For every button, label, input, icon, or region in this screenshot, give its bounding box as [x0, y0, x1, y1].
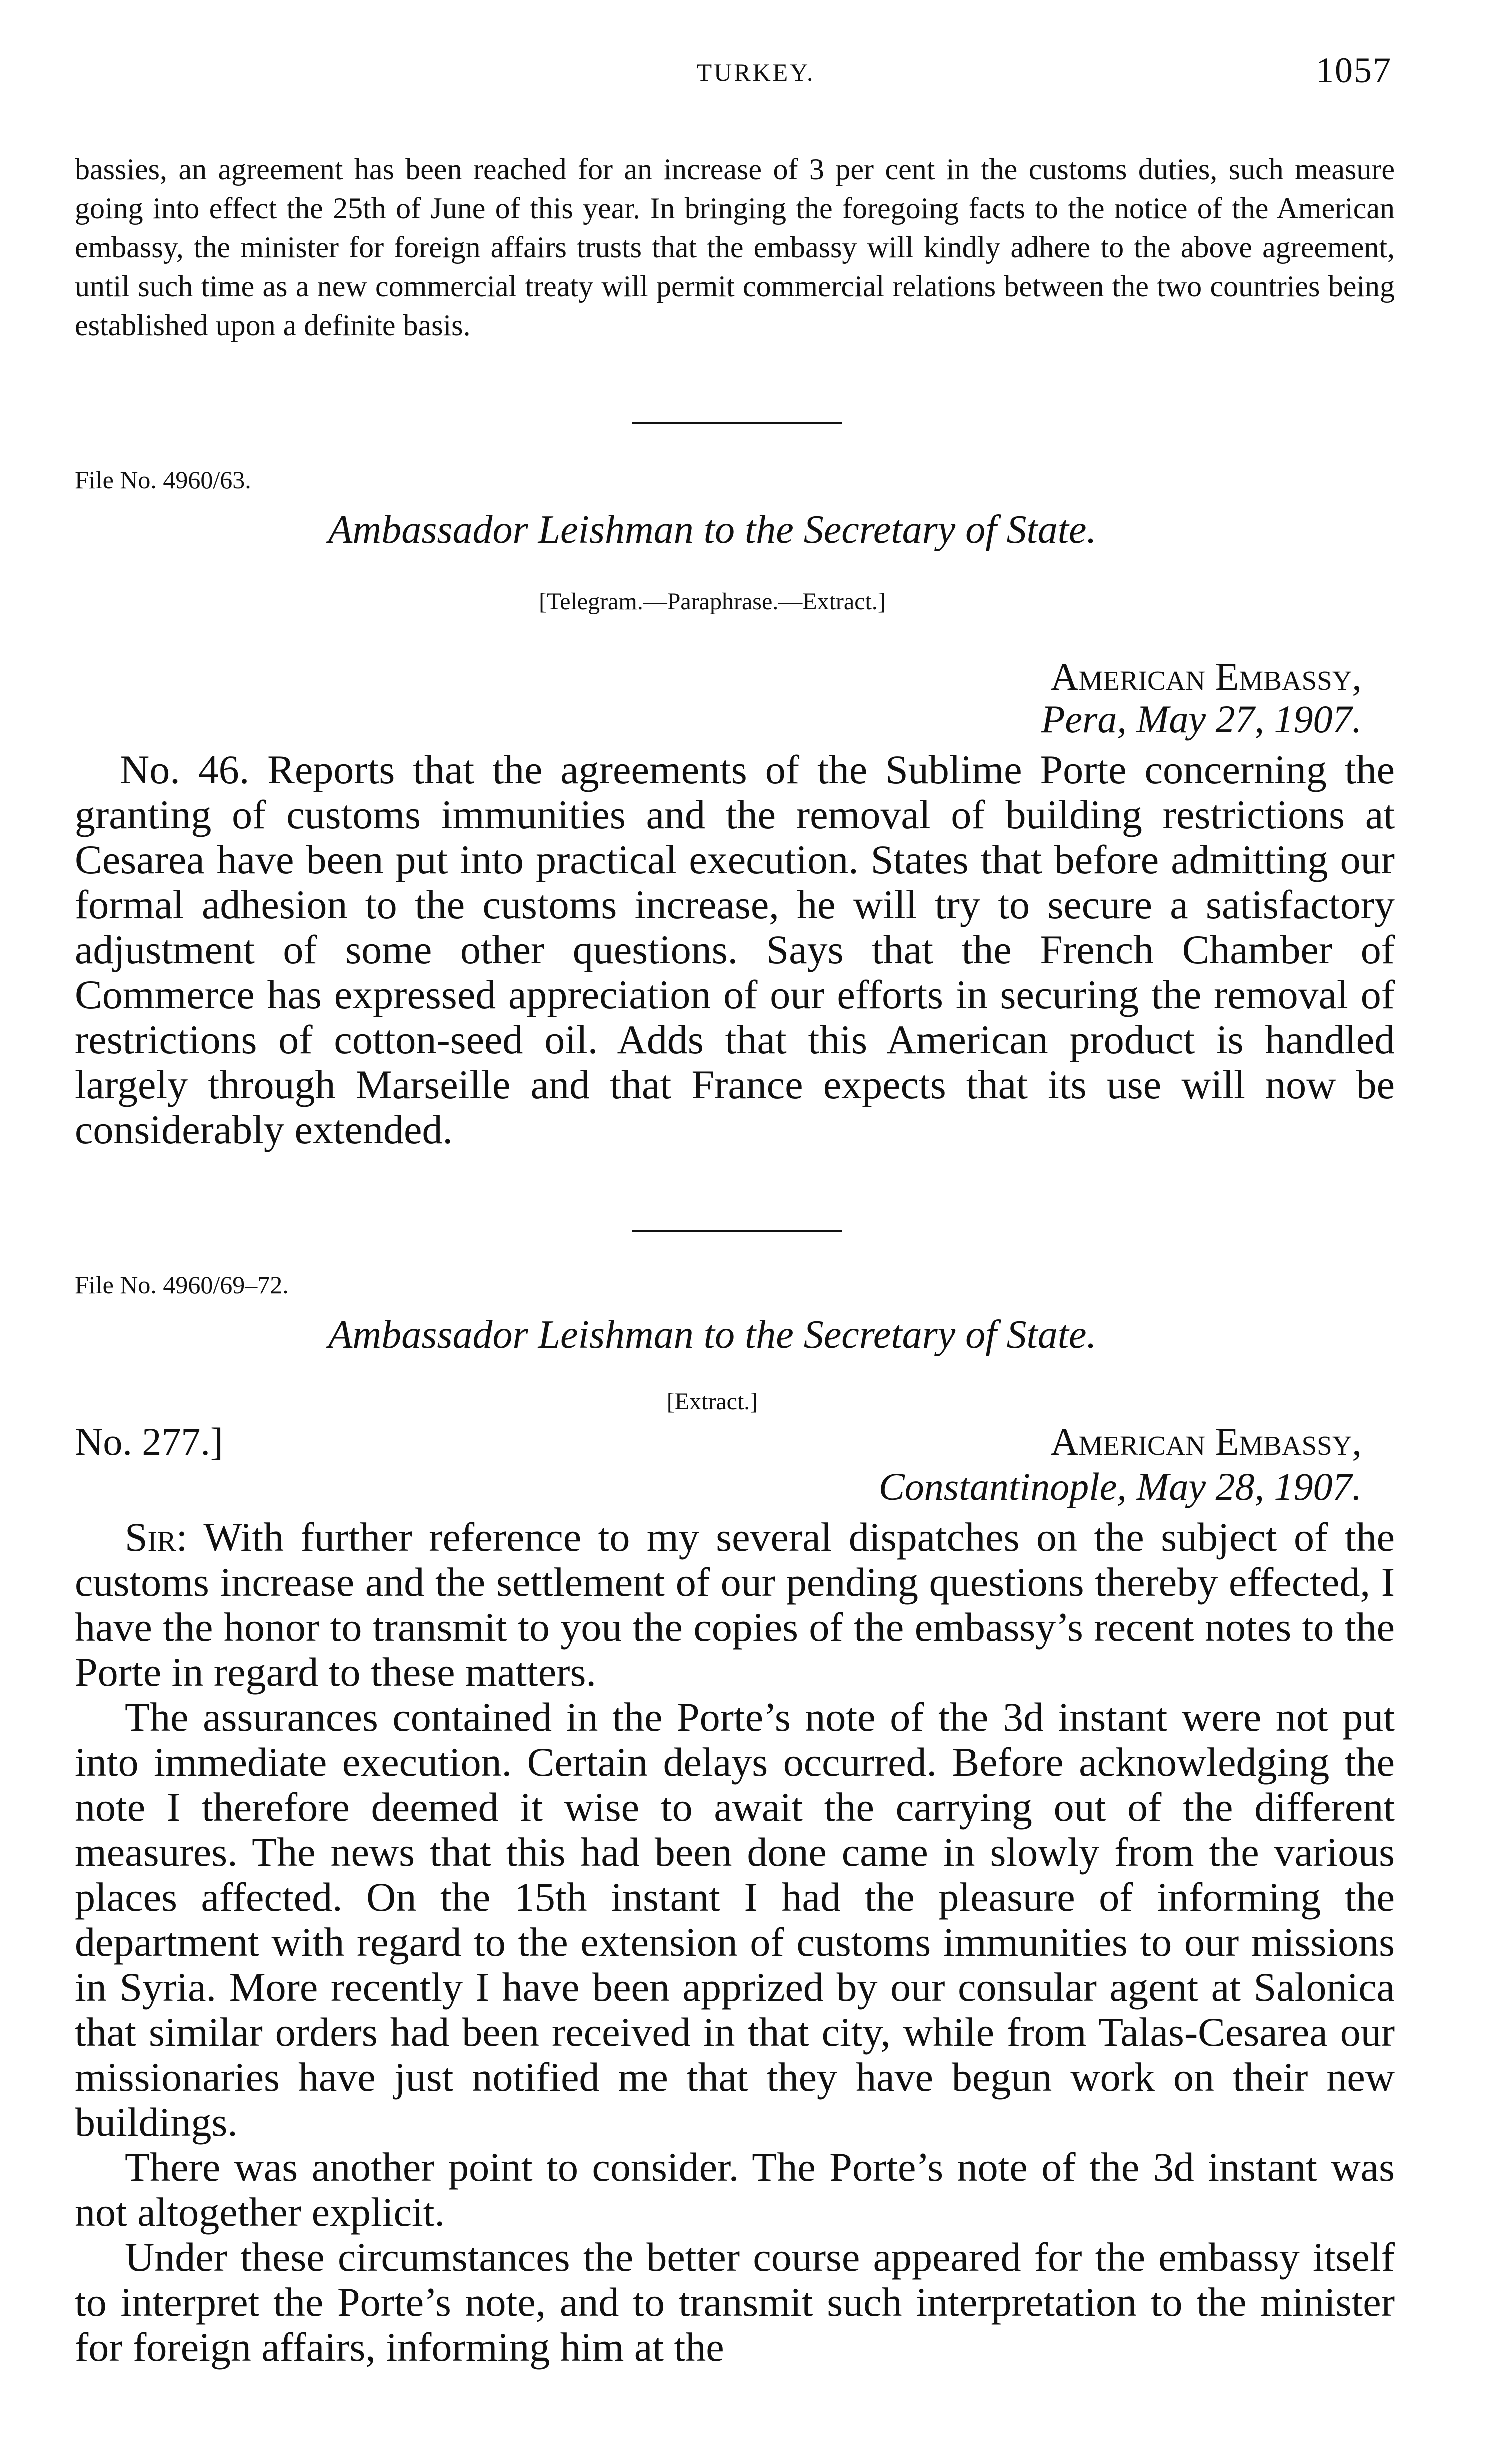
salutation: Sir: — [125, 1514, 188, 1560]
opening-paragraph: bassies, an agreement has been reached for an increase of 3 per cent in the customs duties, such measure going into effect the 25th of June of this year. In bringing the foregoing facts to the notice of the American embassy, the minister for foreign affairs trusts that the embassy will kindly adhere to the above agreement, until such time as a new commercial treaty will permit commercial relations between the two countries being established upon a definite basis. — [75, 153, 1395, 342]
page-number: 1057 — [1316, 50, 1392, 90]
letter-body — [75, 1515, 1395, 2370]
date-line: Pera, May 27, 1907. — [1041, 698, 1362, 741]
letter-paragraph: Sir: With further reference to my several dispatches on the subject of the customs increase and the settlement of our pending questions thereby effected, I have the honor to transmit to you the copies of the embassy’s recent notes to the Porte in regard to these matters. — [75, 1514, 1395, 1695]
file-number: File No. 4960/69–72. — [75, 1271, 289, 1299]
dispatch-number: No. 277.] — [75, 1420, 224, 1464]
section-note: [Telegram.—Paraphrase.—Extract.] — [539, 588, 886, 615]
section-title: Ambassador Leishman to the Secretary of State. — [328, 508, 1097, 552]
section-divider — [632, 1230, 842, 1232]
section-title: Ambassador Leishman to the Secretary of State. — [328, 1313, 1097, 1357]
file-number: File No. 4960/63. — [75, 466, 252, 494]
letter-paragraph: There was another point to consider. The Porte’s note of the 3d instant was not altogether explicit. — [75, 2144, 1395, 2235]
address-line: American Embassy, — [1050, 655, 1362, 698]
telegram-body: No. 46. Reports that the agreements of the Sublime Porte concerning the granting of customs immunities and the removal of building restrictions at Cesarea have been put into practical execution. States that before admitting our formal adhesion to the customs increase, he will try to secure a satisfactory adjustment of some other questions. Says that the French Chamber of Commerce has expressed appreciation of our efforts in securing the removal of restrictions of cotton-seed oil. Adds that this American product is handled largely through Marseille and that France expects that its use will now be considerably extended. — [75, 747, 1395, 1152]
address-line: American Embassy, — [1050, 1420, 1362, 1464]
date-line: Constantinople, May 28, 1907. — [878, 1465, 1362, 1508]
section-divider — [632, 422, 842, 424]
running-title: TURKEY. — [696, 58, 816, 86]
letter-paragraph: Under these circumstances the better course appeared for the embassy itself to interpret the Porte’s note, and to transmit such interpretation to the minister for foreign affairs, informing him at the — [75, 2234, 1395, 2370]
section-note: [Extract.] — [666, 1388, 758, 1415]
letter-paragraph: The assurances contained in the Porte’s note of the 3d instant were not put into immediate execution. Certain delays occurred. Before acknowledging the note I therefore deemed it wise to await the carrying out of the different measures. The news that this had been done came in slowly from the various places affected. On the 15th instant I had the pleasure of informing the department with regard to the extension of customs immunities to our missions in Syria. More recently I have been apprized by our consular agent at Salonica that similar orders had been received in that city, while from Talas-Cesarea our missionaries have just notified me that they have begun work on their new buildings. — [75, 1694, 1395, 2145]
